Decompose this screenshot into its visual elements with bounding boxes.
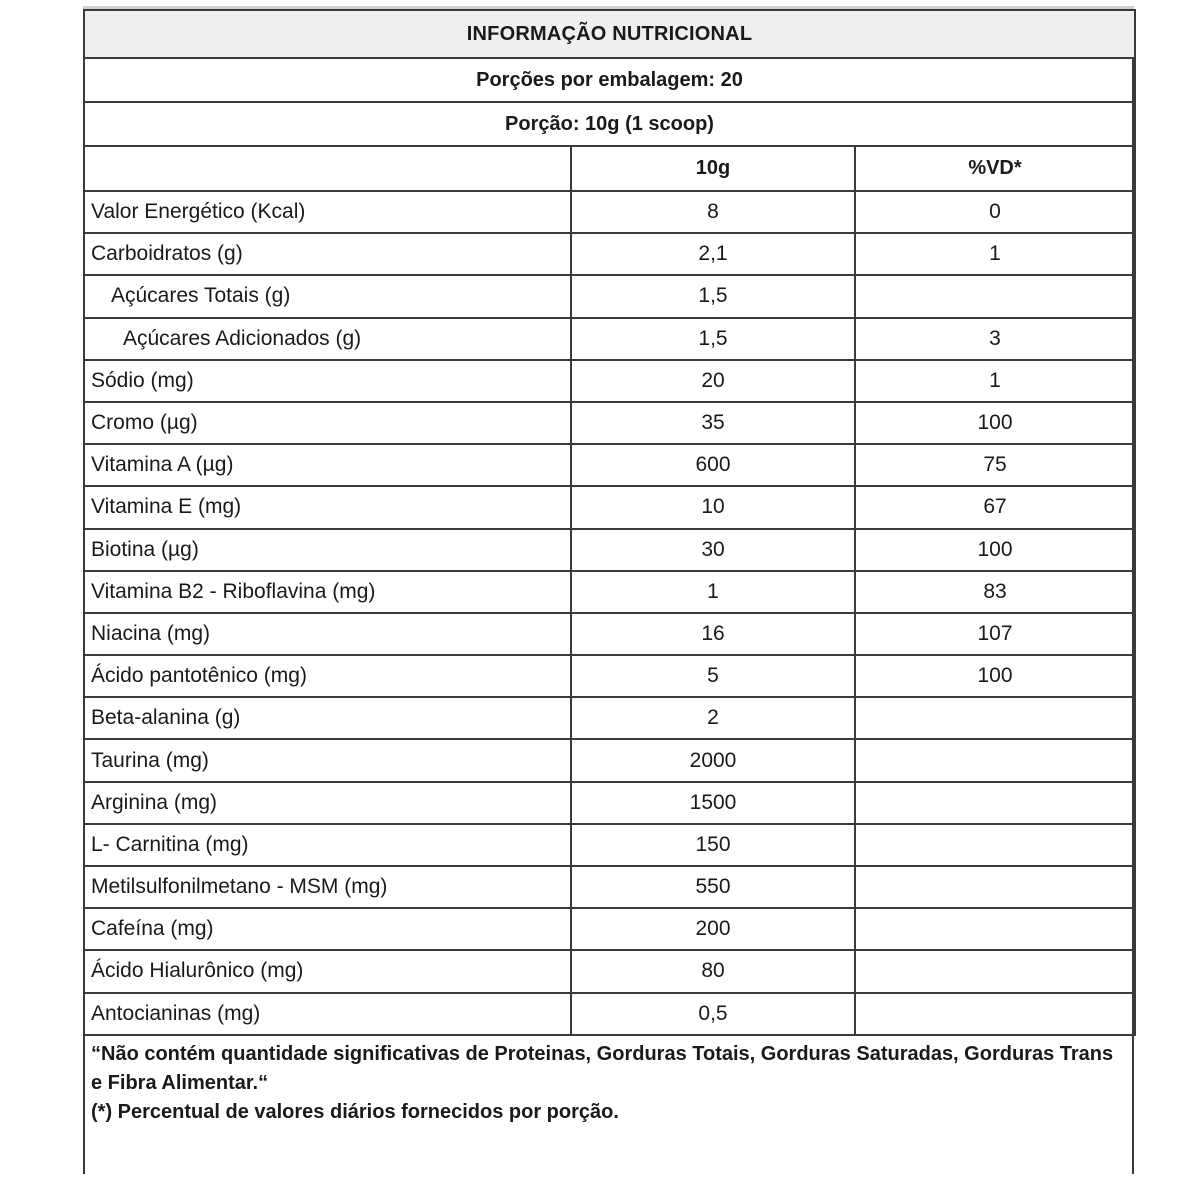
nutrient-dv: 107 — [855, 613, 1135, 655]
nutrient-dv — [855, 824, 1135, 866]
nutrient-amount: 80 — [571, 950, 855, 992]
nutrient-dv — [855, 739, 1135, 781]
servings-row — [84, 58, 1135, 102]
nutrient-amount: 2000 — [571, 739, 855, 781]
footnote-not-significant: “Não contém quantidade significativas de Proteinas, Gorduras Totais, Gorduras Saturadas, Gorduras Trans e Fibra Alimentar.“ — [91, 1043, 1114, 1094]
header-row — [84, 146, 1135, 191]
table-row — [84, 782, 1135, 824]
nutrient-amount: 1500 — [571, 782, 855, 824]
nutrient-name: Sódio (mg) — [84, 360, 571, 402]
table-row — [84, 486, 1135, 528]
table-row — [84, 655, 1135, 697]
nutrient-name: Cafeína (mg) — [84, 908, 571, 950]
nutrient-dv — [855, 993, 1135, 1035]
servings-per-package: Porções por embalagem: 20 — [84, 58, 1135, 102]
nutrient-amount: 1,5 — [571, 318, 855, 360]
table-row — [84, 824, 1135, 866]
nutrient-dv: 100 — [855, 402, 1135, 444]
nutrient-name: Ácido pantotênico (mg) — [84, 655, 571, 697]
table-row — [84, 571, 1135, 613]
table-row — [84, 529, 1135, 571]
nutrient-amount: 600 — [571, 444, 855, 486]
nutrient-name: Taurina (mg) — [84, 739, 571, 781]
nutrient-name: Cromo (µg) — [84, 402, 571, 444]
table-title: INFORMAÇÃO NUTRICIONAL — [84, 10, 1135, 58]
nutrient-name: Ácido Hialurônico (mg) — [84, 950, 571, 992]
footnote-dv: (*) Percentual de valores diários fornecidos por porção. — [91, 1101, 619, 1123]
nutrient-dv — [855, 908, 1135, 950]
nutrient-name: L- Carnitina (mg) — [84, 824, 571, 866]
nutrient-amount: 2 — [571, 697, 855, 739]
nutrient-amount: 0,5 — [571, 993, 855, 1035]
nutrient-name: Valor Energético (Kcal) — [84, 191, 571, 233]
nutrient-name: Vitamina B2 - Riboflavina (mg) — [84, 571, 571, 613]
nutrient-amount: 16 — [571, 613, 855, 655]
table-row — [84, 866, 1135, 908]
table-row — [84, 318, 1135, 360]
table-row — [84, 950, 1135, 992]
table-row — [84, 993, 1135, 1035]
nutrient-amount: 2,1 — [571, 233, 855, 275]
nutrient-amount: 5 — [571, 655, 855, 697]
nutrient-dv: 100 — [855, 529, 1135, 571]
nutrient-dv — [855, 782, 1135, 824]
nutrient-dv: 67 — [855, 486, 1135, 528]
nutrient-amount: 150 — [571, 824, 855, 866]
nutrient-dv: 83 — [855, 571, 1135, 613]
nutrient-dv: 1 — [855, 233, 1135, 275]
table-row — [84, 908, 1135, 950]
nutrient-amount: 20 — [571, 360, 855, 402]
nutrient-amount: 10 — [571, 486, 855, 528]
table-row — [84, 697, 1135, 739]
nutrient-dv — [855, 950, 1135, 992]
nutrient-name: Carboidratos (g) — [84, 233, 571, 275]
nutrient-amount: 200 — [571, 908, 855, 950]
nutrient-name: Vitamina A (µg) — [84, 444, 571, 486]
header-dv: %VD* — [855, 146, 1135, 191]
nutrient-dv — [855, 275, 1135, 317]
header-nutrient — [84, 146, 571, 191]
table-row — [84, 360, 1135, 402]
nutrient-amount: 550 — [571, 866, 855, 908]
nutrient-name: Niacina (mg) — [84, 613, 571, 655]
serving-size-row — [84, 102, 1135, 146]
nutrient-name: Açúcares Adicionados (g) — [84, 318, 571, 360]
nutrient-amount: 8 — [571, 191, 855, 233]
nutrient-dv: 100 — [855, 655, 1135, 697]
nutrient-name: Biotina (µg) — [84, 529, 571, 571]
footnotes — [91, 1040, 1121, 1127]
serving-size: Porção: 10g (1 scoop) — [84, 102, 1135, 146]
nutrient-name: Arginina (mg) — [84, 782, 571, 824]
nutrient-name: Antocianinas (mg) — [84, 993, 571, 1035]
nutrient-name: Açúcares Totais (g) — [84, 275, 571, 317]
nutrient-dv: 0 — [855, 191, 1135, 233]
nutrient-dv — [855, 866, 1135, 908]
nutrient-name: Vitamina E (mg) — [84, 486, 571, 528]
table-row — [84, 613, 1135, 655]
nutrient-amount: 1,5 — [571, 275, 855, 317]
nutrient-name: Beta-alanina (g) — [84, 697, 571, 739]
nutrient-rows — [84, 191, 1135, 1035]
nutrient-dv: 1 — [855, 360, 1135, 402]
table-row — [84, 275, 1135, 317]
table-row — [84, 233, 1135, 275]
nutrient-amount: 35 — [571, 402, 855, 444]
table-row — [84, 402, 1135, 444]
header-amount: 10g — [571, 146, 855, 191]
nutrient-dv — [855, 697, 1135, 739]
nutrient-amount: 30 — [571, 529, 855, 571]
title-row — [84, 10, 1135, 58]
nutrient-amount: 1 — [571, 571, 855, 613]
nutrient-dv: 75 — [855, 444, 1135, 486]
nutrition-table — [83, 9, 1136, 1036]
table-row — [84, 191, 1135, 233]
nutrient-dv: 3 — [855, 318, 1135, 360]
nutrient-name: Metilsulfonilmetano - MSM (mg) — [84, 866, 571, 908]
table-row — [84, 739, 1135, 781]
table-row — [84, 444, 1135, 486]
